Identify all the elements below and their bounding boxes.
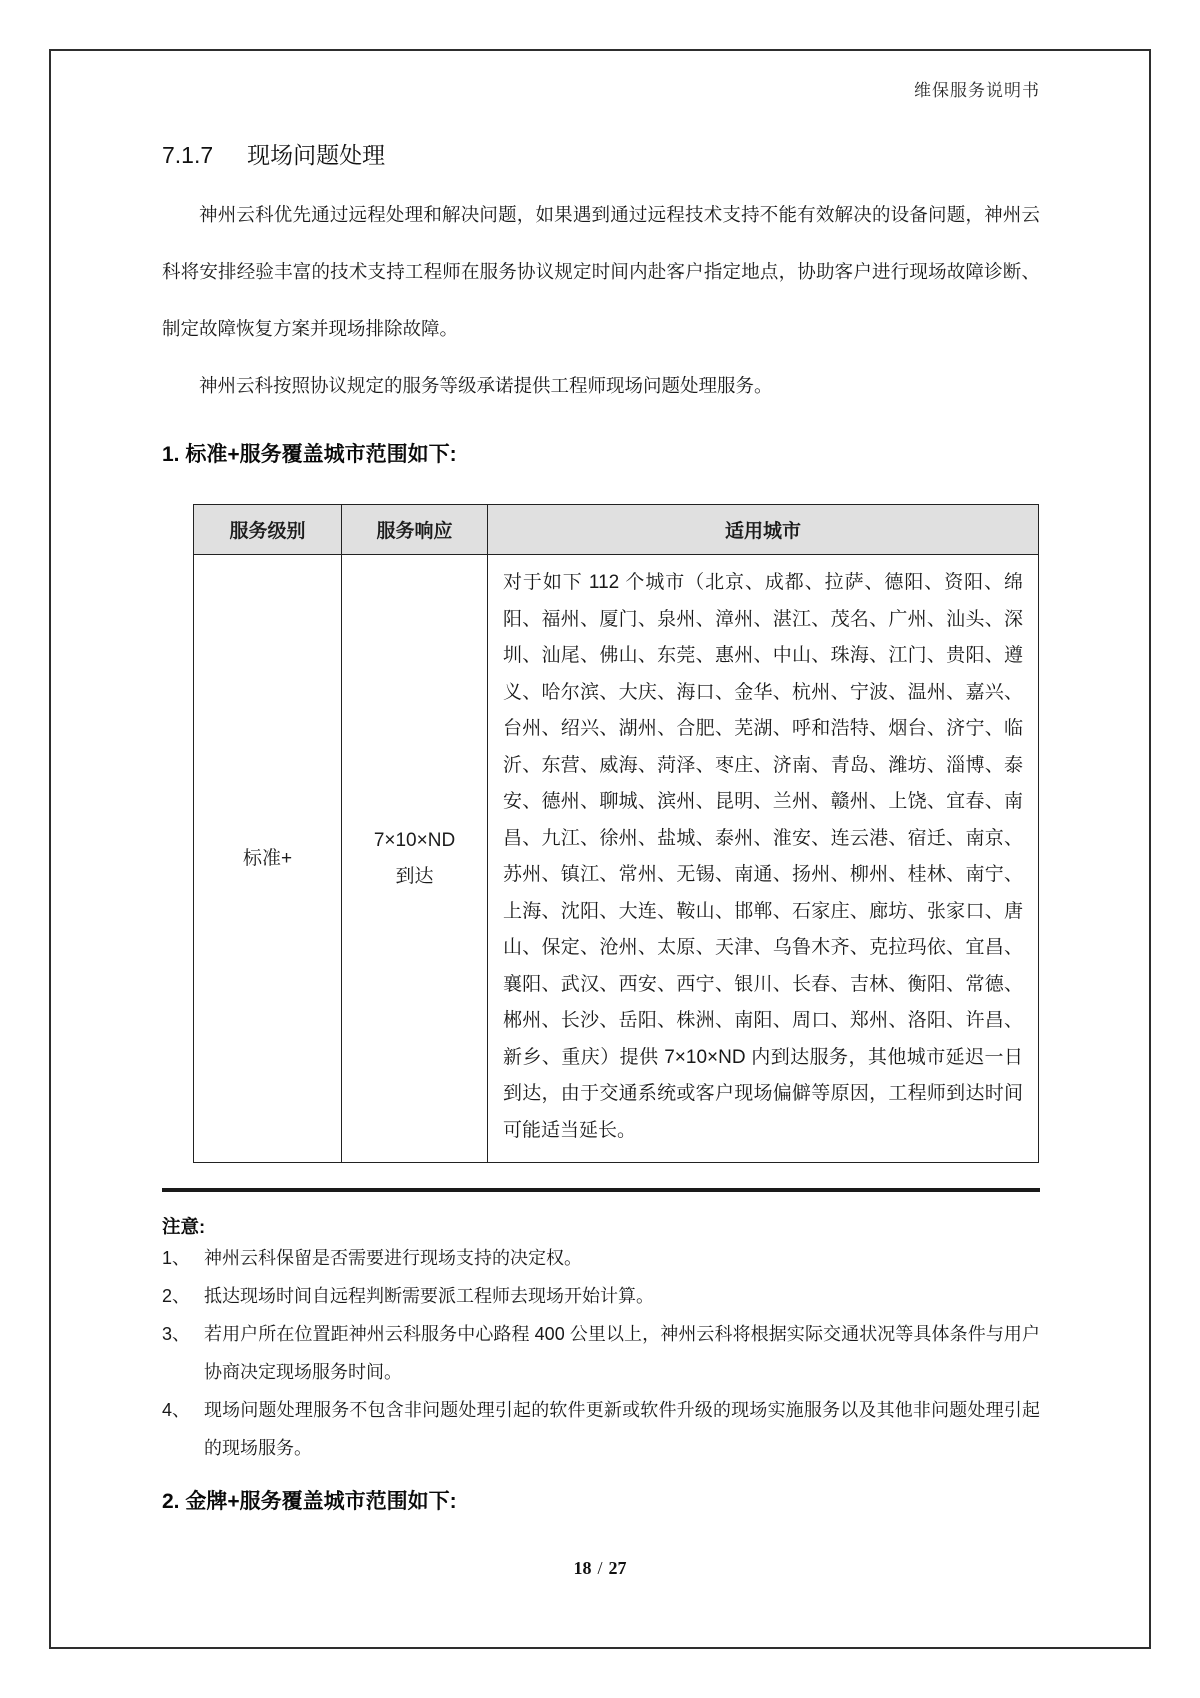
notes-title: 注意: [162,1216,206,1237]
note-number: 1、 [162,1248,191,1268]
note-text: 若用户所在位置距神州云科服务中心路程 400 公里以上，神州云科将根据实际交通状况等具体条件与用户协商决定现场服务时间。 [204,1324,1040,1382]
col-header-service-level: 服务级别 [194,505,342,555]
service-response-line1: 7×10×ND [373,829,456,851]
note-item-2 [162,1277,1040,1315]
page-footer [0,1558,1200,1579]
section-divider-rule [162,1188,1040,1192]
note-number: 2、 [162,1286,191,1306]
section-heading [162,49,1040,170]
note-number: 3、 [162,1324,191,1344]
table-header-row [194,505,1039,555]
page-number-separator: / [597,1558,603,1578]
paragraph-remote-handling: 神州云科优先通过远程处理和解决问题，如果遇到通过远程技术支持不能有效解决的设备问题，神州云科将安排经验丰富的技术支持工程师在服务协议规定时间内赴客户指定地点，协助客户进行现场故障诊断、制定故障恢复方案并现场排除故障。 [162,204,1040,339]
page-number-total: 27 [608,1558,627,1578]
cell-service-level: 标准+ [194,555,342,1163]
col-header-service-response: 服务响应 [342,505,488,555]
heading-gold-coverage: 2. 金牌+服务覆盖城市范围如下: [162,1490,457,1513]
note-item-4 [162,1391,1040,1467]
heading-standard-coverage: 1. 标准+服务覆盖城市范围如下: [162,443,457,466]
section-number: 7.1.7 [162,142,214,168]
cell-applicable-cities: 对于如下 112 个城市（北京、成都、拉萨、德阳、资阳、绵阳、福州、厦门、泉州、漳州、湛江、茂名、广州、汕头、深圳、汕尾、佛山、东莞、惠州、中山、珠海、江门、贵阳、遵义、哈尔滨、大庆、海口、金华、杭州、宁波、温州、嘉兴、台州、绍兴、湖州、合肥、芜湖、呼和浩特、烟台、济宁、临沂、东营、威海、菏泽、枣庄、济南、青岛、潍坊、淄博、泰安、德州、聊城、滨州、昆明、兰州、赣州、上饶、宜春、南昌、九江、徐州、盐城、泰州、淮安、连云港、宿迁、南京、苏州、镇江、常州、无锡、南通、扬州、柳州、桂林、南宁、上海、沈阳、大连、鞍山、邯郸、石家庄、廊坊、张家口、唐山、保定、沧州、太原、天津、乌鲁木齐、克拉玛依、宜昌、襄阳、武汉、西安、西宁、银川、长春、吉林、衡阳、常德、郴州、长沙、岳阳、株洲、南阳、周口、郑州、洛阳、许昌、新乡、重庆）提供 7×10×ND 内到达服务，其他城市延迟一日到达，由于交通系统或客户现场偏僻等原因，工程师到达时间可能适当延长。 [488,555,1039,1163]
note-text: 神州云科保留是否需要进行现场支持的决定权。 [204,1248,582,1268]
cell-service-response [342,555,488,1163]
col-header-applicable-cities: 适用城市 [488,505,1039,555]
page-number-current: 18 [573,1558,592,1578]
page-content [162,49,1040,1515]
service-coverage-table [193,504,1039,1163]
service-response-line2: 到达 [395,865,434,887]
note-text: 现场问题处理服务不包含非问题处理引起的软件更新或软件升级的现场实施服务以及其他非问题处理引起的现场服务。 [204,1400,1040,1458]
document-header-title: 维保服务说明书 [914,81,1040,100]
note-number: 4、 [162,1400,191,1420]
section-title: 现场问题处理 [247,142,386,168]
paragraph-service-level-commitment: 神州云科按照协议规定的服务等级承诺提供工程师现场问题处理服务。 [199,375,773,396]
note-item-1 [162,1239,1040,1277]
table-row [194,555,1039,1163]
note-item-3 [162,1315,1040,1391]
note-text: 抵达现场时间自远程判断需要派工程师去现场开始计算。 [204,1286,654,1306]
